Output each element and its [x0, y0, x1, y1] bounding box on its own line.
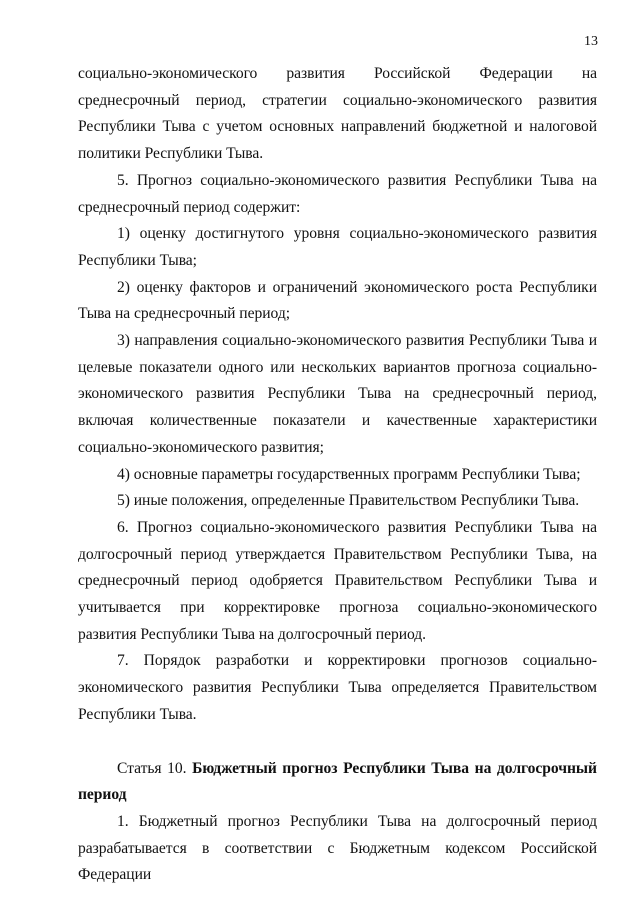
page-number: 13	[584, 34, 598, 49]
subitem-4: 4) основные параметры государственных программ Республики Тыва;	[117, 465, 581, 483]
subitem-3: 3) направления социально-экономического развития Республики Тыва и целевые показатели одного или нескольких вариантов прогноза социально-экономического развития Республики Тыва на среднесрочный период, включая количественные показатели и качественные характеристики социально-экономического развития;	[78, 332, 597, 456]
subitem-2: 2) оценку факторов и ограничений экономического роста Республики Тыва на среднесрочный период;	[78, 278, 597, 323]
article-prefix: Статья 10.	[117, 759, 193, 777]
article-heading	[78, 756, 597, 809]
article-title: Бюджетный прогноз Республики Тыва на долгосрочный период	[78, 759, 597, 804]
paragraph-item-5: 5. Прогноз социально-экономического развития Республики Тыва на среднесрочный период содержит:	[78, 171, 597, 216]
document-body	[78, 61, 597, 889]
paragraph-item-7: 7. Порядок разработки и корректировки прогнозов социально-экономического развития Республики Тыва определяется Правительством Республики Тыва.	[78, 652, 597, 723]
subitem-1: 1) оценку достигнутого уровня социально-экономического развития Республики Тыва;	[78, 225, 597, 269]
paragraph-item-6: 6. Прогноз социально-экономического развития Республики Тыва на долгосрочный период утверждается Правительством Республики Тыва, на среднесрочный период одобряется Правительством Республики Тыва и учитывается при корректировке прогноза социально-экономического развития Республики Тыва на долгосрочный период.	[78, 518, 597, 643]
paragraph-continuation: социально-экономического развития Российской Федерации на среднесрочный период, стратегии социально-экономического развития Республики Тыва с учетом основных направлений бюджетной и налоговой политики Республики Тыва.	[78, 65, 597, 163]
article-paragraph-1: 1. Бюджетный прогноз Республики Тыва на долгосрочный период разрабатывается в соответствии с Бюджетным кодексом Российской Федерации	[78, 812, 597, 884]
subitem-5: 5) иные положения, определенные Правительством Республики Тыва.	[117, 492, 580, 510]
